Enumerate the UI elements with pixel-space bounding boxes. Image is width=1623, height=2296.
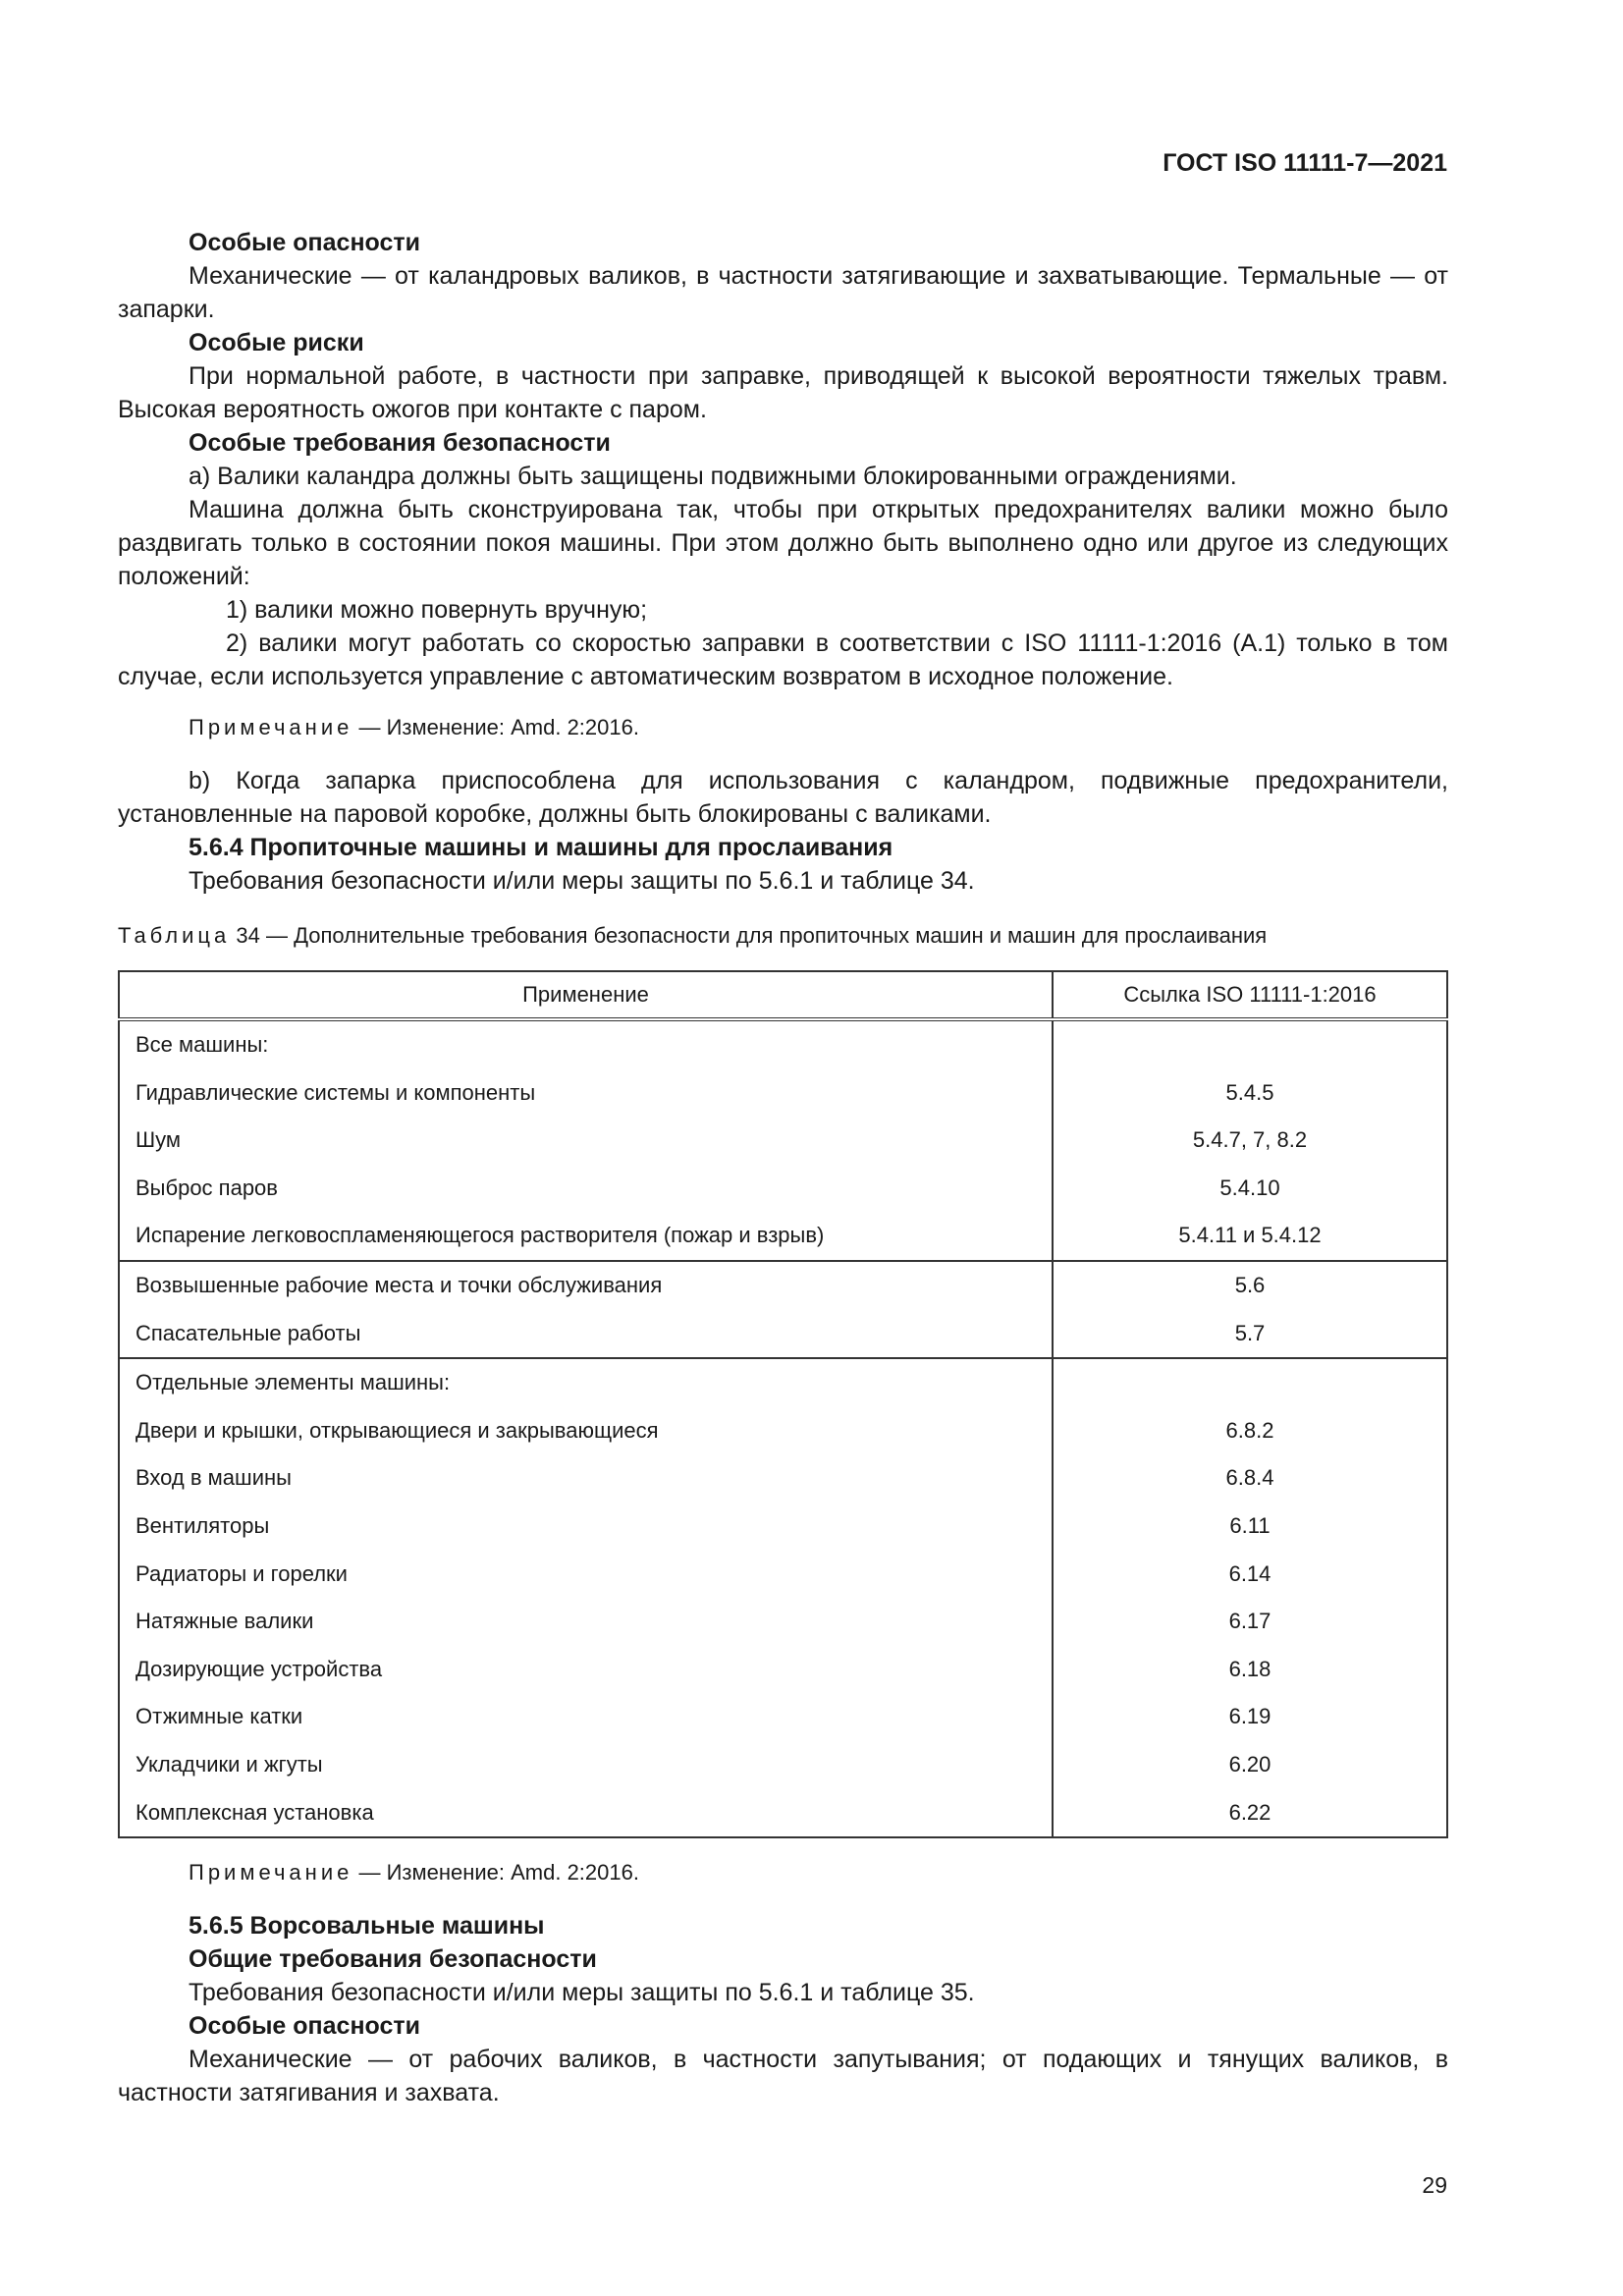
cell-reference: 6.17 <box>1053 1598 1447 1646</box>
cell-reference: 5.6 <box>1053 1261 1447 1310</box>
section-5-6-4-heading: 5.6.4 Пропиточные машины и машины для прослаивания <box>189 834 893 861</box>
column-header-reference: Ссылка ISO 11111-1:2016 <box>1053 971 1447 1019</box>
cell-application: Шум <box>119 1117 1053 1165</box>
table-34-caption <box>118 919 1448 953</box>
cell-reference: 6.8.2 <box>1053 1407 1447 1455</box>
cell-reference: 5.4.7, 7, 8.2 <box>1053 1117 1447 1165</box>
cell-reference: 6.18 <box>1053 1646 1447 1694</box>
cell-application: Отжимные катки <box>119 1693 1053 1741</box>
cell-application: Двери и крышки, открывающиеся и закрывающиеся <box>119 1407 1053 1455</box>
sub-item-1: 1) валики можно повернуть вручную; <box>226 596 648 624</box>
cell-reference: 6.8.4 <box>1053 1454 1447 1503</box>
cell-application: Дозирующие устройства <box>119 1646 1053 1694</box>
cell-reference: 5.4.5 <box>1053 1069 1447 1118</box>
special-hazards-text: Механические — от каландровых валиков, в частности затягивающие и захватывающие. Термальные — от запарки. <box>118 262 1448 323</box>
cell-reference: 6.22 <box>1053 1789 1447 1838</box>
table-row <box>119 1551 1447 1599</box>
column-header-application: Применение <box>119 971 1053 1019</box>
table-row <box>119 1310 1447 1359</box>
table-row <box>119 1117 1447 1165</box>
special-hazards-heading-2: Особые опасности <box>189 2012 420 2041</box>
document-code-header: ГОСТ ISO 11111-7—2021 <box>1163 149 1447 177</box>
special-hazards-heading: Особые опасности <box>189 229 420 256</box>
cell-application: Укладчики и жгуты <box>119 1741 1053 1789</box>
cell-application: Вход в машины <box>119 1454 1053 1503</box>
table-row <box>119 1598 1447 1646</box>
section-5-6-4-text: Требования безопасности и/или меры защиты по 5.6.1 и таблице 34. <box>189 867 975 895</box>
requirement-item-b: b) Когда запарка приспособлена для использования с каландром, подвижные предохранители, установленные на паровой коробке, должны быть блокированы с валиками. <box>118 767 1448 828</box>
cell-reference: 6.20 <box>1053 1741 1447 1789</box>
table-row <box>119 1019 1447 1069</box>
cell-application: Гидравлические системы и компоненты <box>119 1069 1053 1118</box>
cell-application: Испарение легковоспламеняющегося растворителя (пожар и взрыв) <box>119 1212 1053 1261</box>
page-body <box>118 226 1448 2109</box>
machine-design-text: Машина должна быть сконструирована так, чтобы при открытых предохранителях валики можно было раздвигать только в состоянии покоя машины. При этом должно быть выполнено одно или другое из следующих положений: <box>118 496 1448 590</box>
cell-application: Все машины: <box>119 1019 1053 1069</box>
table-row <box>119 1693 1447 1741</box>
table-row <box>119 1212 1447 1261</box>
cell-application: Спасательные работы <box>119 1310 1053 1359</box>
cell-application: Отдельные элементы машины: <box>119 1358 1053 1407</box>
special-risks-text: При нормальной работе, в частности при заправке, приводящей к высокой вероятности тяжелых травм. Высокая вероятность ожогов при контакте с паром. <box>118 362 1448 423</box>
note-2 <box>118 1856 1448 1889</box>
table-row <box>119 1407 1447 1455</box>
note-2-label: Примечание <box>189 1860 353 1886</box>
table-row <box>119 1503 1447 1551</box>
cell-reference <box>1053 1019 1447 1069</box>
section-5-6-5-heading: 5.6.5 Ворсовальные машины <box>189 1912 545 1941</box>
cell-reference: 6.19 <box>1053 1693 1447 1741</box>
cell-application: Вентиляторы <box>119 1503 1053 1551</box>
cell-application: Возвышенные рабочие места и точки обслуживания <box>119 1261 1053 1310</box>
table-header-row <box>119 971 1447 1019</box>
table-caption-text: 34 — Дополнительные требования безопасности для пропиточных машин и машин для прослаивания <box>230 923 1268 948</box>
cell-application: Комплексная установка <box>119 1789 1053 1838</box>
special-hazards-text-2: Механические — от рабочих валиков, в частности запутывания; от подающих и тянущих валиков, в частности затягивания и захвата. <box>118 2046 1448 2107</box>
table-row <box>119 1741 1447 1789</box>
note-1-text: — Изменение: Amd. 2:2016. <box>352 715 639 739</box>
special-requirements-heading: Особые требования безопасности <box>189 429 611 457</box>
cell-reference: 6.14 <box>1053 1551 1447 1599</box>
cell-reference: 5.7 <box>1053 1310 1447 1359</box>
table-caption-label: Таблица <box>118 923 231 948</box>
table-row <box>119 1646 1447 1694</box>
table-row <box>119 1358 1447 1407</box>
general-requirements-heading: Общие требования безопасности <box>189 1945 597 1974</box>
cell-reference: 6.11 <box>1053 1503 1447 1551</box>
cell-application: Выброс паров <box>119 1165 1053 1213</box>
table-row <box>119 1165 1447 1213</box>
cell-application: Натяжные валики <box>119 1598 1053 1646</box>
table-34 <box>118 970 1448 1838</box>
sub-item-2: 2) валики могут работать со скоростью заправки в соответствии с ISO 11111-1:2016 (А.1) только в том случае, если используется управление с автоматическим возвратом в исходное положение. <box>118 629 1448 690</box>
cell-reference <box>1053 1358 1447 1407</box>
note-2-text: — Изменение: Amd. 2:2016. <box>352 1860 639 1886</box>
cell-reference: 5.4.10 <box>1053 1165 1447 1213</box>
special-risks-heading: Особые риски <box>189 329 364 356</box>
cell-application: Радиаторы и горелки <box>119 1551 1053 1599</box>
table-row <box>119 1261 1447 1310</box>
table-row <box>119 1789 1447 1838</box>
general-requirements-text: Требования безопасности и/или меры защиты по 5.6.1 и таблице 35. <box>189 1979 975 2007</box>
cell-reference: 5.4.11 и 5.4.12 <box>1053 1212 1447 1261</box>
table-row <box>119 1454 1447 1503</box>
table-row <box>119 1069 1447 1118</box>
note-1 <box>118 711 1448 744</box>
note-1-label: Примечание <box>189 715 353 739</box>
page-number: 29 <box>1422 2172 1447 2198</box>
requirement-item-a: а) Валики каландра должны быть защищены подвижными блокированными ограждениями. <box>189 463 1237 490</box>
